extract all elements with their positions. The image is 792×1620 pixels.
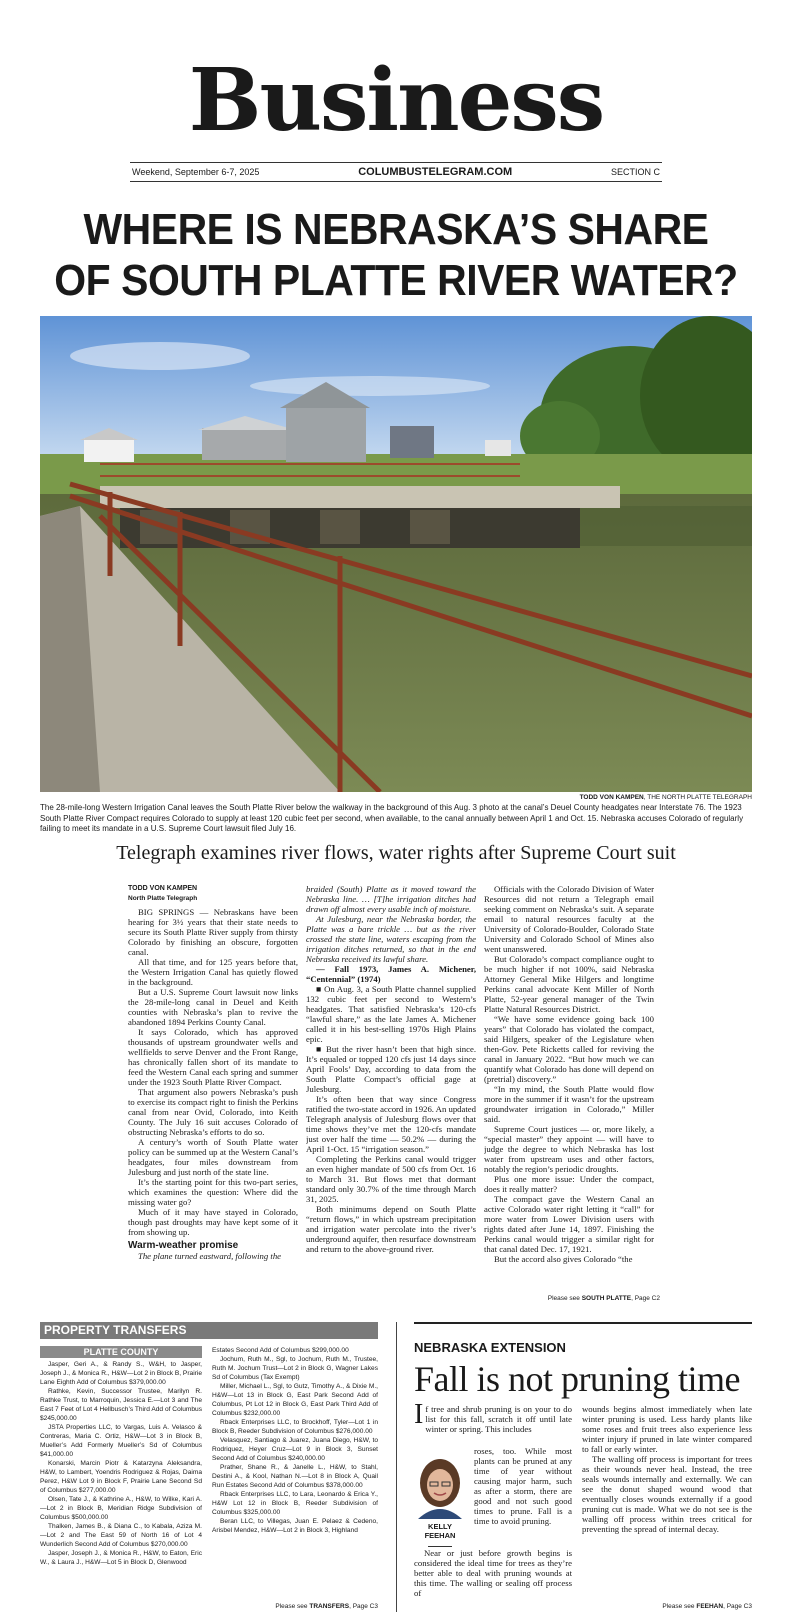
transfer-entry: Velasquez, Santiago & Juarez, Juana Diego, H&W, to Rodriquez, Heyer Cruz—Lot 9 in Block 3, Sunset Second Add of Columbus $240,000.00: [212, 1437, 378, 1462]
extension-paragraph: Near or just before growth begins is considered the ideal time for trees as they’re better able to deal with pruning wounds at this time. The walling or sealing off process of: [414, 1548, 572, 1598]
story-paragraph: Officials with the Colorado Division of Water Resources did not return a Telegraph email seeking comment on Nebraska’s suit. A separate email to natural resources faculty at the University of Colorado-Boulder, Colorado State University and Colorado School of Mines also went unanswered.: [484, 884, 654, 954]
author-photo: [414, 1455, 466, 1519]
jump-line-transfers[interactable]: [250, 1603, 378, 1610]
story-paragraph: “In my mind, the South Platte would flow more in the summer if it wasn’t for the upstream groundwater irrigation in Colorado,” Miller said.: [484, 1084, 654, 1124]
story-paragraph: ■ On Aug. 3, a South Platte channel supplied 132 cubic feet per second to Western’s headgates. That satisfied Nebraska’s 120-cfs “lawful share,” as the late James A. Michener called it in his best-selling 1970s High Plains epic.: [306, 984, 476, 1044]
story-paragraph: Much of it may have stayed in Colorado, though past droughts may have kept some of it from showing up.: [128, 1207, 298, 1237]
jump-target: FEEHAN: [696, 1603, 724, 1610]
jump-line-south-platte[interactable]: [520, 1295, 660, 1302]
property-transfers-header: PROPERTY TRANSFERS: [40, 1322, 378, 1339]
jump-page: , Page C3: [723, 1603, 752, 1610]
story-paragraph: Supreme Court justices — or, more likely, a “special master” they appoint — will have to judge the degree to which Nebraska has lost water from upstream uses and other factors, notably the region’s periodic droughts.: [484, 1124, 654, 1174]
transfer-entry: Jasper, Geri A., & Randy S., W&H, to Jasper, Joseph J., & Monica R., H&W—Lot 2 in Block B, Prairie Lane Eighth Add of Columbus $379,000.00: [40, 1361, 202, 1386]
county-label: PLATTE COUNTY: [40, 1346, 202, 1358]
author-last-name: FEEHAN: [424, 1531, 456, 1540]
author-first-name: KELLY: [428, 1522, 452, 1531]
author-name: [414, 1522, 466, 1540]
transfer-entry: Beran LLC, to Villegas, Juan E. Pelaez & Cedeno, Arisbel Mendez, H&W—Lot 2 in Block 3, Highland: [212, 1518, 378, 1534]
drop-cap: I: [414, 1404, 424, 1430]
photo-credit: [40, 794, 752, 801]
byline-org: North Platte Telegraph: [128, 895, 198, 902]
story-paragraph: The plane turned eastward, following the: [138, 1251, 282, 1261]
jump-target: TRANSFERS: [309, 1603, 350, 1610]
jump-prefix: Please see: [662, 1603, 697, 1610]
column-divider: [396, 1322, 397, 1612]
story-paragraph: It says Colorado, which has approved thousands of upstream groundwater wells and wellfields to serve Denver and the Front Range, has chronically fallen short of its mandate to feed the Western Canal each spring and summer under the 1923 South Platte River Compact.: [128, 1027, 298, 1087]
transfer-entry: Thalken, James B., & Diana C., to Kabala, Aziza M.—Lot 2 and The East 59 of North 16 of Lot 4 Wunderlich Second Add of Columbus $270,000.00: [40, 1523, 202, 1548]
story-quote: At Julesburg, near the Nebraska border, the Platte was a bare trickle … but as the river crossed the state line, waters escaping from the irrigation ditches returned, so that in the end Nebraska received its lawful share.: [306, 914, 476, 964]
extension-paragraph: roses, too. While most plants can be pruned at any time of year without causing major harm, such as after a storm, there are good and not such good times to prune. Fall is a time to avoid pruning.: [474, 1446, 572, 1526]
byline: TODD VON KAMPEN: [128, 885, 198, 892]
transfer-entry: Olsen, Tate J., & Kathrine A., H&W, to Wilke, Kari A.—Lot 2 in Block B, Meridian Ridge Subdivision of Columbus $500,000.00: [40, 1496, 202, 1521]
quote-attribution: — Fall 1973, James A. Michener, “Centennial” (1974): [306, 964, 476, 984]
extension-intro-text: f tree and shrub pruning is on your to do list for this fall, scratch it off until late winter or spring. This includes: [425, 1404, 572, 1434]
story-paragraph: But Colorado’s compact compliance ought to be much higher if not 100%, said Nebraska Attorney General Mike Hilgers and longtime Perkins canal advocate Kent Miller of North Platte, 52-year general manager of the Twin Platte Natural Resources District.: [484, 954, 654, 1014]
transfer-entry: Miller, Michael L., Sgl, to Gutz, Timothy A., & Dixie M., H&W—Lot 13 in Block G, East Park Second Add of Columbus, Pt Lot 12 in Block G, East Park Third Add of Columbus $232,000.00: [212, 1383, 378, 1417]
story-paragraph: “We have some evidence going back 100 years” that Colorado has violated the compact, said Hilgers, speaker of the Legislature when then-Gov. Pete Ricketts called for reviving the canal in January 2022. “But how much we can quantify what Colorado has done will depend on (pretrial) discovery.”: [484, 1014, 654, 1084]
transfer-entry: JSTA Properties LLC, to Vargas, Luis A. Velasco & Contreras, Maria C. Ortiz, H&W—Lot 3 in Block B, Mueller’s Add Formerly Mueller’s Sd of Columbus $41,000.00: [40, 1424, 202, 1458]
jump-target: SOUTH PLATTE: [581, 1295, 632, 1302]
story-paragraph: Plus one more issue: Under the compact, does it really matter?: [484, 1174, 654, 1194]
story-paragraph: All that time, and for 125 years before that, the Western Irrigation Canal has quietly flowed in the background.: [128, 957, 298, 987]
story-paragraph: But the accord also gives Colorado “the: [494, 1254, 633, 1264]
story-paragraph: A century’s worth of South Platte water policy can be summed up at the Western Canal’s headgates, four miles downstream from Julesburg and just north of the state line.: [128, 1137, 298, 1177]
extension-title: Fall is not pruning time: [414, 1359, 740, 1399]
transfers-column-1: [40, 1360, 202, 1600]
extension-kicker: NEBRASKA EXTENSION: [414, 1340, 566, 1355]
photo-caption: The 28-mile-long Western Irrigation Canal leaves the South Platte River below the walkway in the background of this Aug. 3 photo at the canal’s Deuel County headgates near Interstate 76. The 1923 South Platte River Compact requires Colorado to supply at least 120 cubic feet per second, when available, to the canal annually between April 1 and Oct. 15. Nebraska accuses Colorado of regularly failing to meet its mandate in a U.S. Supreme Court lawsuit filed July 16.: [40, 803, 744, 833]
headline-line-2: OF SOUTH PLATTE RIVER WATER?: [54, 256, 738, 305]
lead-headline: [46, 204, 745, 306]
story-column-1: [128, 884, 298, 1307]
extension-column-a2: [414, 1548, 572, 1600]
edition-date: Weekend, September 6-7, 2025: [132, 167, 260, 177]
lead-subhead: Telegraph examines river flows, water rights after Supreme Court suit: [116, 842, 676, 864]
transfer-entry: Estates Second Add of Columbus $299,000.00: [212, 1347, 349, 1354]
transfers-column-2: [212, 1346, 378, 1598]
extension-column-b: [582, 1404, 752, 1600]
site-link[interactable]: COLUMBUSTELEGRAM.COM: [358, 166, 513, 178]
story-column-3: [484, 884, 654, 1294]
story-paragraph: But a U.S. Supreme Court lawsuit now links the 28-mile-long canal in Deuel and Keith counties with Nebraska’s plan to revive the abandoned 1894 Perkins County Canal.: [128, 987, 298, 1027]
jump-page: , Page C2: [631, 1295, 660, 1302]
transfer-entry: Rback Enterprises LLC, to Brockhoff, Tyler—Lot 1 in Block B, Reeder Subdivision of Columbus $276,000.00: [212, 1419, 378, 1435]
photo-credit-org: , THE NORTH PLATTE TELEGRAPH: [643, 794, 752, 801]
jump-page: , Page C3: [349, 1603, 378, 1610]
lead-photo: [40, 316, 752, 792]
photo-credit-name: TODD VON KAMPEN: [579, 794, 644, 801]
story-paragraph: ■ But the river hasn’t been that high since. It’s equaled or topped 120 cfs just 14 days since April Fools’ Day, according to data from the South Platte Compact’s official gage at Julesburg.: [306, 1044, 476, 1094]
story-paragraph: BIG SPRINGS — Nebraskans have been hearing for 3½ years that their state needs to secure its South Platte River supply from thirsty Colorado by finishing an obscure, forgotten canal.: [128, 907, 298, 957]
masthead-title: Business: [188, 50, 604, 151]
story-column-2: [306, 884, 476, 1307]
story-paragraph: That argument also powers Nebraska’s push to exercise its compact right to finish the Perkins canal from near Ovid, Colorado, into Keith County. The July 16 suit accuses Colorado of obstructing Nebraska’s efforts to do so.: [128, 1087, 298, 1137]
transfer-entry: Jasper, Joseph J., & Monica R., H&W, to Eaton, Eric W., & Laura J., H&W—Lot 5 in Block D, Glenwood: [40, 1550, 202, 1566]
story-quote: braided (South) Platte as it moved toward the Nebraska line. … [T]he irrigation ditches had drawn off almost every usable inch of moisture.: [306, 884, 476, 914]
story-paragraph: Both minimums depend on South Platte “return flows,” in which upstream precipitation and irrigation water percolate into the river’s underground aquifer, then resurface downstream and return to the above-ground river.: [306, 1204, 476, 1254]
transfer-entry: Prather, Shane R., & Janelle L., H&W, to Stahl, Destini A., & Kool, Nathan N.—Lot 8 in Block A, Quail Run Estates Second Add of Columbus $378,000.00: [212, 1464, 378, 1489]
story-subhead: Warm-weather promise: [128, 1240, 239, 1251]
story-paragraph: The compact gave the Western Canal an active Colorado water right letting it “call” for more water from Lower Division users with rights dated after June 14, 1897. Finishing the Perkins canal would trigger a similar right for that canal dated Dec. 17, 1921.: [484, 1194, 654, 1254]
headline-line-1: WHERE IS NEBRASKA’S SHARE: [83, 205, 709, 254]
author-rule: [428, 1546, 452, 1547]
extension-paragraph: wounds begins almost immediately when late winter pruning is used. Less hardy plants like some roses and fruit trees also experience less winter injury if pruned in late winter compared to fall or early winter.: [582, 1404, 752, 1454]
section-label: SECTION C: [610, 167, 660, 177]
extension-paragraph: The walling off process is important for trees as their wounds never heal. Instead, the tree seals wounds internally and externally. We can see the donut shaped wound wood that eventually closes wounds externally if a good pruning cut is made. What we do not see is the walling off process within trees critical for preventing the spread of internal decay.: [582, 1454, 752, 1534]
jump-line-feehan[interactable]: [620, 1603, 752, 1610]
extension-top-rule: [414, 1322, 752, 1324]
jump-prefix: Please see: [547, 1295, 582, 1302]
story-paragraph: It’s often been that way since Congress ratified the two-state accord in 1926. An updated Telegraph analysis of Julesburg flows over that time shows they’ve met the 120-cfs mandate just over half the time — 50.2% — during the April 1-Oct. 15 “irrigation season.”: [306, 1094, 476, 1154]
transfer-entry: Jochum, Ruth M., Sgl, to Jochum, Ruth M., Trustee, Ruth M. Jochum Trust—Lot 2 in Block G, Wagner Lakes Sd of Columbus (Tax Exempt): [212, 1356, 378, 1381]
dateline-bar: [130, 162, 662, 182]
transfer-entry: Rback Enterprises LLC, to Lara, Leonardo & Erica Y., H&W Lot 12 in Block B, Reeder Subdivision of Columbus $325,000.00: [212, 1491, 378, 1516]
transfer-entry: Rathke, Kevin, Successor Trustee, Marilyn R. Rathke Trust, to Marroquin, Jessica E.—Lot 3 and The East 7 Feet of Lot 4 Hellbusch’s Third Add of Columbus $245,000.00: [40, 1388, 202, 1422]
extension-column-a: [474, 1446, 572, 1550]
jump-prefix: Please see: [275, 1603, 310, 1610]
story-paragraph: It’s the starting point for this two-part series, which examines the question: Where did the missing water go?: [128, 1177, 298, 1207]
story-paragraph: Completing the Perkins canal would trigger an even higher mandate of 500 cfs from Oct. 16 to March 31. But flows met that dormant standard only 30.7% of the time through March 31, 2025.: [306, 1154, 476, 1204]
transfer-entry: Konarski, Marcin Piotr & Katarzyna Aleksandra, H&W, to Lambert, Yoendris Rodriguez & Rojas, Daima Perez, H&W Lot 9 in Block F, Prairie Lane Second Sd of Columbus $277,000.00: [40, 1460, 202, 1494]
